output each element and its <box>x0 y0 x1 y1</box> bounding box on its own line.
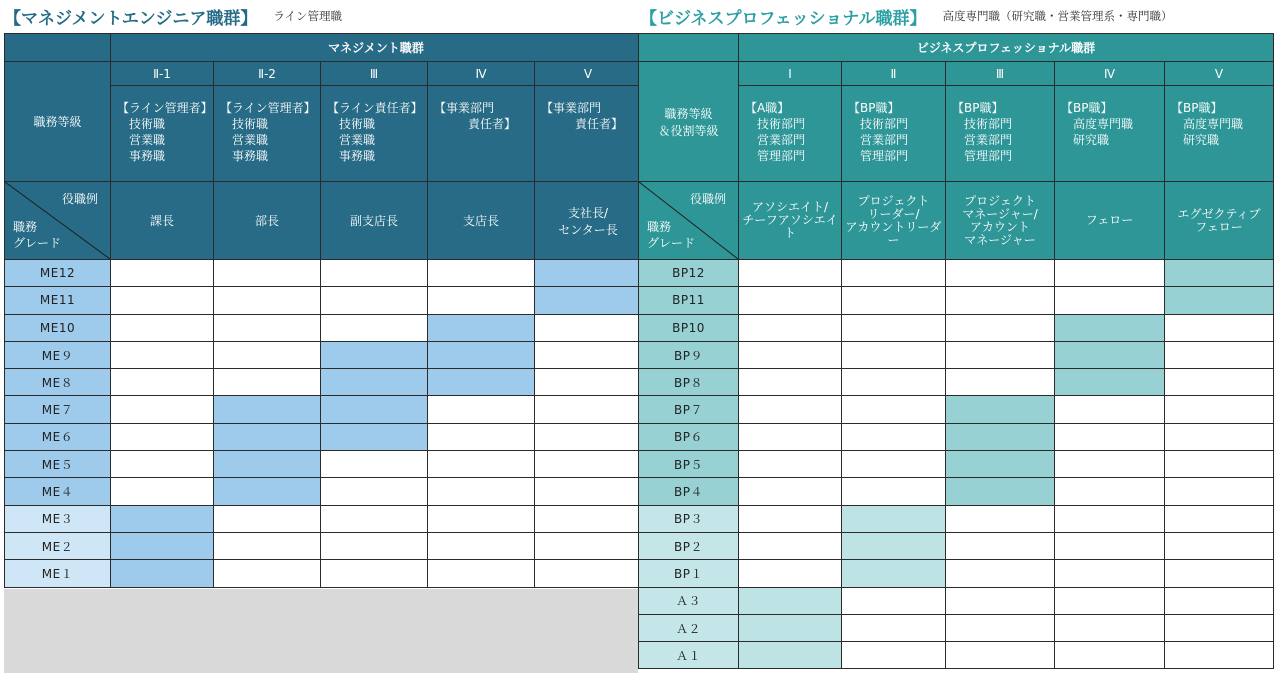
me-grade-cell <box>535 505 642 532</box>
bp-grade-cell <box>842 341 946 368</box>
bp-col-desc-line: 研究職 <box>1183 133 1220 147</box>
bp-diag-bottom-label <box>647 219 695 251</box>
me-grade-cell <box>214 314 321 341</box>
me-grade-cell <box>321 341 428 368</box>
bp-col-desc-2 <box>842 86 946 182</box>
me-grade-cell <box>214 369 321 396</box>
me-grade-cell <box>111 287 214 314</box>
me-grade-cell <box>111 423 214 450</box>
me-grade-cell <box>321 314 428 341</box>
me-col-code-1: Ⅱ-1 <box>111 62 214 86</box>
table-row <box>5 260 642 287</box>
me-grade-cell <box>111 369 214 396</box>
bp-grade-cell <box>1165 642 1274 669</box>
bp-grade-cell <box>1165 260 1274 287</box>
empty-area <box>4 589 638 673</box>
me-grade-cell <box>111 314 214 341</box>
me-grade-cell <box>428 396 535 423</box>
bp-grade-cell <box>842 587 946 614</box>
bp-grade-cell <box>1055 260 1165 287</box>
me-grade-table <box>4 33 642 588</box>
me-col-desc-line: 技術職 <box>129 117 166 131</box>
table-row <box>639 287 1274 314</box>
me-col-role-1: 課長 <box>111 182 214 260</box>
bp-grade-label: Ａ２ <box>639 614 739 641</box>
table-row <box>639 260 1274 287</box>
bp-grade-cell <box>946 260 1055 287</box>
bp-grade-cell <box>842 369 946 396</box>
bp-col-desc-line: 技術部門 <box>964 117 1013 131</box>
table-row <box>639 451 1274 478</box>
me-grade-cell <box>321 287 428 314</box>
bp-grade-cell <box>842 287 946 314</box>
bp-grade-cell <box>842 505 946 532</box>
bp-grade-cell <box>739 587 842 614</box>
me-grade-cell <box>535 314 642 341</box>
bp-col-desc-line: 営業部門 <box>860 133 909 147</box>
me-grade-label: ME11 <box>5 287 111 314</box>
me-grade-cell <box>321 423 428 450</box>
me-grade-label: ME８ <box>5 369 111 396</box>
me-col-desc-line: 営業職 <box>339 133 376 147</box>
me-grade-cell <box>428 369 535 396</box>
bp-grade-cell <box>842 423 946 450</box>
bp-grade-cell <box>1165 532 1274 559</box>
me-col-code-5: Ⅴ <box>535 62 642 86</box>
me-col-desc-5 <box>535 86 642 182</box>
me-grade-label: ME３ <box>5 505 111 532</box>
me-grade-cell <box>321 560 428 587</box>
me-grade-cell <box>214 451 321 478</box>
me-col-desc-line: 事務職 <box>232 149 269 163</box>
bp-grade-cell <box>1165 587 1274 614</box>
bp-col-desc-line: 【BP職】 <box>1171 101 1223 115</box>
me-grade-cell <box>214 341 321 368</box>
table-row <box>639 396 1274 423</box>
me-col-desc-line: 責任者】 <box>468 117 517 131</box>
me-diag-bottom-label <box>13 219 61 251</box>
bp-grade-cell <box>739 451 842 478</box>
me-grade-cell <box>428 287 535 314</box>
me-diagonal-header <box>5 182 111 260</box>
me-grade-label: ME７ <box>5 396 111 423</box>
bp-col-desc-3 <box>946 86 1055 182</box>
bp-grade-cell <box>1055 314 1165 341</box>
bp-grade-label: BP10 <box>639 314 739 341</box>
bp-col-desc-line: 技術部門 <box>757 117 806 131</box>
bp-col-desc-line: 研究職 <box>1073 133 1110 147</box>
me-grade-cell <box>214 287 321 314</box>
me-grade-cell <box>111 396 214 423</box>
bp-grade-cell <box>1055 614 1165 641</box>
me-grade-label: ME１ <box>5 560 111 587</box>
bp-grade-cell <box>1055 287 1165 314</box>
bp-grade-cell <box>946 478 1055 505</box>
me-grade-cell <box>535 396 642 423</box>
bp-col-desc-line: 【BP職】 <box>952 101 1004 115</box>
bp-grade-cell <box>842 396 946 423</box>
me-grade-body <box>5 260 642 588</box>
me-grade-cell <box>321 451 428 478</box>
me-grade-cell <box>535 478 642 505</box>
bp-grade-cell <box>739 532 842 559</box>
bp-grade-cell <box>946 560 1055 587</box>
me-grade-label: ME４ <box>5 478 111 505</box>
bp-grade-label: BP７ <box>639 396 739 423</box>
me-grade-cell <box>535 532 642 559</box>
me-grade-cell <box>535 560 642 587</box>
bp-grade-cell <box>946 642 1055 669</box>
table-row <box>639 614 1274 641</box>
me-col-desc-4 <box>428 86 535 182</box>
bp-grade-cell <box>739 560 842 587</box>
bp-grade-cell <box>739 642 842 669</box>
me-diag-top-label: 役職例 <box>61 192 98 206</box>
bp-col-desc-line: 高度専門職 <box>1183 117 1244 131</box>
bp-grade-cell <box>1055 369 1165 396</box>
me-col-desc-line: 営業職 <box>129 133 166 147</box>
bp-grade-cell <box>946 396 1055 423</box>
me-col-role-4: 支店長 <box>428 182 535 260</box>
bp-title-row <box>640 0 1172 32</box>
me-col-desc-line: 技術職 <box>339 117 376 131</box>
bp-grade-cell <box>1055 642 1165 669</box>
bp-grade-cell <box>1165 451 1274 478</box>
me-grade-label: ME２ <box>5 532 111 559</box>
bp-diag-bottom-2: グレード <box>647 236 696 250</box>
bp-col-desc-line: 技術部門 <box>860 117 909 131</box>
table-row <box>5 505 642 532</box>
me-grade-cell <box>321 396 428 423</box>
bp-subtitle: 高度専門職（研究職・営業管理系・専門職） <box>942 9 1173 23</box>
bp-grade-cell <box>739 478 842 505</box>
me-col-desc-3 <box>321 86 428 182</box>
bp-grade-label: BP１ <box>639 560 739 587</box>
me-grade-cell <box>428 505 535 532</box>
me-grade-cell <box>428 560 535 587</box>
bp-grade-cell <box>842 560 946 587</box>
bp-col-code-4: Ⅳ <box>1055 62 1165 86</box>
me-grade-cell <box>428 478 535 505</box>
table-row <box>5 532 642 559</box>
bp-col-role-1: アソシエイト/ チーフアソシエイト <box>739 182 842 260</box>
bp-col-desc-1 <box>739 86 842 182</box>
me-grade-cell <box>321 505 428 532</box>
bp-grade-cell <box>1055 423 1165 450</box>
table-row <box>5 369 642 396</box>
bp-col-role-5: エグゼクティブ フェロー <box>1165 182 1274 260</box>
me-col-desc-line: 【ライン管理者】 <box>220 101 316 115</box>
me-grade-label: ME６ <box>5 423 111 450</box>
bp-col-desc-line: 高度専門職 <box>1073 117 1134 131</box>
bp-grade-cell <box>946 505 1055 532</box>
table-row <box>639 341 1274 368</box>
me-col-code-4: Ⅳ <box>428 62 535 86</box>
bp-grade-label: BP９ <box>639 341 739 368</box>
me-grade-cell <box>214 505 321 532</box>
bp-grade-cell <box>1055 451 1165 478</box>
me-col-desc-line: 技術職 <box>232 117 269 131</box>
bp-grade-cell <box>739 341 842 368</box>
bp-grade-cell <box>1165 560 1274 587</box>
bp-grade-cell <box>1165 369 1274 396</box>
bp-role-row <box>639 182 1274 260</box>
bp-grade-cell <box>1055 560 1165 587</box>
bp-col-desc-line: 【A職】 <box>745 101 790 115</box>
bp-grade-cell <box>1055 478 1165 505</box>
me-grade-cell <box>535 369 642 396</box>
me-corner <box>5 34 111 62</box>
bp-corner <box>639 34 739 62</box>
me-group-header: マネジメント職群 <box>111 34 642 62</box>
table-row <box>639 560 1274 587</box>
table-row <box>5 478 642 505</box>
bp-grade-cell <box>739 423 842 450</box>
me-grade-cell <box>214 478 321 505</box>
table-row <box>5 423 642 450</box>
bp-col-desc-4 <box>1055 86 1165 182</box>
table-row <box>5 560 642 587</box>
bp-col-desc-line: 営業部門 <box>964 133 1013 147</box>
bp-grade-label: BP８ <box>639 369 739 396</box>
me-grade-cell <box>535 423 642 450</box>
bp-col-code-1: Ⅰ <box>739 62 842 86</box>
bp-grade-label: BP12 <box>639 260 739 287</box>
bp-grade-label: BP４ <box>639 478 739 505</box>
bp-col-desc-line: 【BP職】 <box>1061 101 1113 115</box>
bp-grade-cell <box>1165 341 1274 368</box>
me-grade-cell <box>321 260 428 287</box>
bp-grade-cell <box>1055 341 1165 368</box>
bp-col-code-2: Ⅱ <box>842 62 946 86</box>
bp-left-header-2: ＆役割等級 <box>658 123 719 138</box>
me-col-role-5: 支社長/ センター長 <box>535 182 642 260</box>
bp-col-role-2: プロジェクト リーダー/ アカウントリーダー <box>842 182 946 260</box>
bp-grade-cell <box>1165 287 1274 314</box>
me-grade-cell <box>321 532 428 559</box>
bp-grade-label: Ａ３ <box>639 587 739 614</box>
me-col-desc-line: 責任者】 <box>575 117 624 131</box>
bp-grade-cell <box>739 614 842 641</box>
bp-col-desc-line: 【BP職】 <box>848 101 900 115</box>
bp-diag-bottom-1: 職務 <box>647 220 672 234</box>
bp-grade-table <box>638 33 1274 669</box>
bp-grade-cell <box>739 505 842 532</box>
bp-grade-cell <box>946 587 1055 614</box>
bp-col-desc-line: 管理部門 <box>757 149 806 163</box>
bp-col-code-3: Ⅲ <box>946 62 1055 86</box>
me-grade-cell <box>428 423 535 450</box>
bp-grade-label: BP５ <box>639 451 739 478</box>
bp-grade-cell <box>1055 532 1165 559</box>
me-grade-cell <box>214 396 321 423</box>
bp-grade-cell <box>946 532 1055 559</box>
me-col-desc-line: 【事業部門 <box>434 101 495 115</box>
me-grade-label: ME12 <box>5 260 111 287</box>
bp-grade-cell <box>1055 505 1165 532</box>
me-grade-cell <box>111 341 214 368</box>
bp-grade-cell <box>946 287 1055 314</box>
bp-grade-cell <box>946 423 1055 450</box>
me-grade-cell <box>111 478 214 505</box>
table-row <box>639 642 1274 669</box>
table-row <box>639 369 1274 396</box>
bp-grade-cell <box>946 341 1055 368</box>
bp-grade-label: BP11 <box>639 287 739 314</box>
me-grade-cell <box>321 369 428 396</box>
bp-grade-cell <box>739 369 842 396</box>
me-grade-cell <box>111 560 214 587</box>
bp-grade-cell <box>842 614 946 641</box>
bp-group-header: ビジネスプロフェッショナル職群 <box>739 34 1274 62</box>
bp-grade-cell <box>1165 478 1274 505</box>
bp-col-role-4: フェロー <box>1055 182 1165 260</box>
me-role-row <box>5 182 642 260</box>
bp-grade-label: Ａ１ <box>639 642 739 669</box>
bp-diag-top-label: 役職例 <box>689 192 726 206</box>
table-row <box>5 287 642 314</box>
bp-grade-cell <box>946 369 1055 396</box>
me-grade-label: ME10 <box>5 314 111 341</box>
bp-diagonal-header <box>639 182 739 260</box>
bp-grade-label: BP３ <box>639 505 739 532</box>
me-grade-cell <box>535 287 642 314</box>
me-col-desc-line: 事務職 <box>129 149 166 163</box>
table-row <box>5 451 642 478</box>
me-grade-cell <box>535 451 642 478</box>
bp-col-desc-line: 営業部門 <box>757 133 806 147</box>
me-grade-cell <box>535 341 642 368</box>
table-row <box>639 423 1274 450</box>
bp-left-header <box>639 62 739 182</box>
me-col-code-3: Ⅲ <box>321 62 428 86</box>
table-row <box>639 505 1274 532</box>
me-col-desc-1 <box>111 86 214 182</box>
me-subtitle: ライン管理職 <box>273 9 343 23</box>
me-grade-cell <box>214 560 321 587</box>
bp-grade-cell <box>1165 614 1274 641</box>
table-row <box>5 314 642 341</box>
bp-grade-cell <box>842 478 946 505</box>
bp-grade-cell <box>739 287 842 314</box>
table-row <box>5 341 642 368</box>
bp-grade-cell <box>842 314 946 341</box>
bp-grade-label: BP２ <box>639 532 739 559</box>
bp-grade-cell <box>739 314 842 341</box>
me-grade-cell <box>111 532 214 559</box>
table-row <box>639 587 1274 614</box>
bp-grade-cell <box>946 614 1055 641</box>
me-grade-cell <box>428 341 535 368</box>
table-row <box>639 532 1274 559</box>
bp-grade-cell <box>1165 423 1274 450</box>
bp-grade-cell <box>842 451 946 478</box>
me-grade-cell <box>428 260 535 287</box>
me-col-desc-line: 【ライン責任者】 <box>327 101 423 115</box>
me-grade-cell <box>111 260 214 287</box>
me-code-row <box>5 62 642 86</box>
me-grade-cell <box>428 532 535 559</box>
bp-col-role-3: プロジェクト マネージャー/ アカウント マネージャー <box>946 182 1055 260</box>
bp-left-header-1: 職務等級 <box>664 106 713 121</box>
me-grade-cell <box>111 505 214 532</box>
me-col-desc-line: 営業職 <box>232 133 269 147</box>
me-col-desc-line: 【ライン管理者】 <box>117 101 213 115</box>
me-grade-cell <box>535 260 642 287</box>
table-row <box>639 314 1274 341</box>
bp-grade-cell <box>842 260 946 287</box>
bp-grade-cell <box>1165 396 1274 423</box>
bp-col-desc-5 <box>1165 86 1274 182</box>
bp-grade-cell <box>842 642 946 669</box>
me-col-desc-line: 事務職 <box>339 149 376 163</box>
bp-grade-cell <box>1055 587 1165 614</box>
bp-title: 【ビジネスプロフェッショナル職群】 <box>640 8 927 29</box>
me-col-desc-2 <box>214 86 321 182</box>
me-col-role-3: 副支店長 <box>321 182 428 260</box>
me-grade-label: ME９ <box>5 341 111 368</box>
bp-code-row <box>639 62 1274 86</box>
bp-grade-cell <box>1165 505 1274 532</box>
me-title: 【マネジメントエンジニア職群】 <box>4 8 258 29</box>
bp-grade-cell <box>842 532 946 559</box>
bp-grade-cell <box>739 260 842 287</box>
me-grade-cell <box>214 532 321 559</box>
me-grade-cell <box>428 314 535 341</box>
bp-grade-label: BP６ <box>639 423 739 450</box>
me-left-header: 職務等級 <box>5 62 111 182</box>
me-col-desc-line: 【事業部門 <box>541 101 602 115</box>
me-grade-cell <box>428 451 535 478</box>
me-diag-bottom-1: 職務 <box>13 220 38 234</box>
bp-grade-cell <box>739 396 842 423</box>
me-grade-cell <box>321 478 428 505</box>
bp-grade-cell <box>946 314 1055 341</box>
me-grade-cell <box>111 451 214 478</box>
bp-grade-cell <box>1055 396 1165 423</box>
me-diag-bottom-2: グレード <box>13 236 62 250</box>
bp-grade-body <box>639 260 1274 669</box>
me-title-row <box>4 0 342 32</box>
me-col-role-2: 部長 <box>214 182 321 260</box>
bp-grade-cell <box>946 451 1055 478</box>
bp-col-code-5: Ⅴ <box>1165 62 1274 86</box>
table-row <box>5 396 642 423</box>
me-grade-cell <box>214 423 321 450</box>
me-grade-label: ME５ <box>5 451 111 478</box>
me-grade-cell <box>214 260 321 287</box>
table-row <box>639 478 1274 505</box>
bp-col-desc-line: 管理部門 <box>860 149 909 163</box>
bp-grade-cell <box>1165 314 1274 341</box>
bp-col-desc-line: 管理部門 <box>964 149 1013 163</box>
me-col-code-2: Ⅱ-2 <box>214 62 321 86</box>
